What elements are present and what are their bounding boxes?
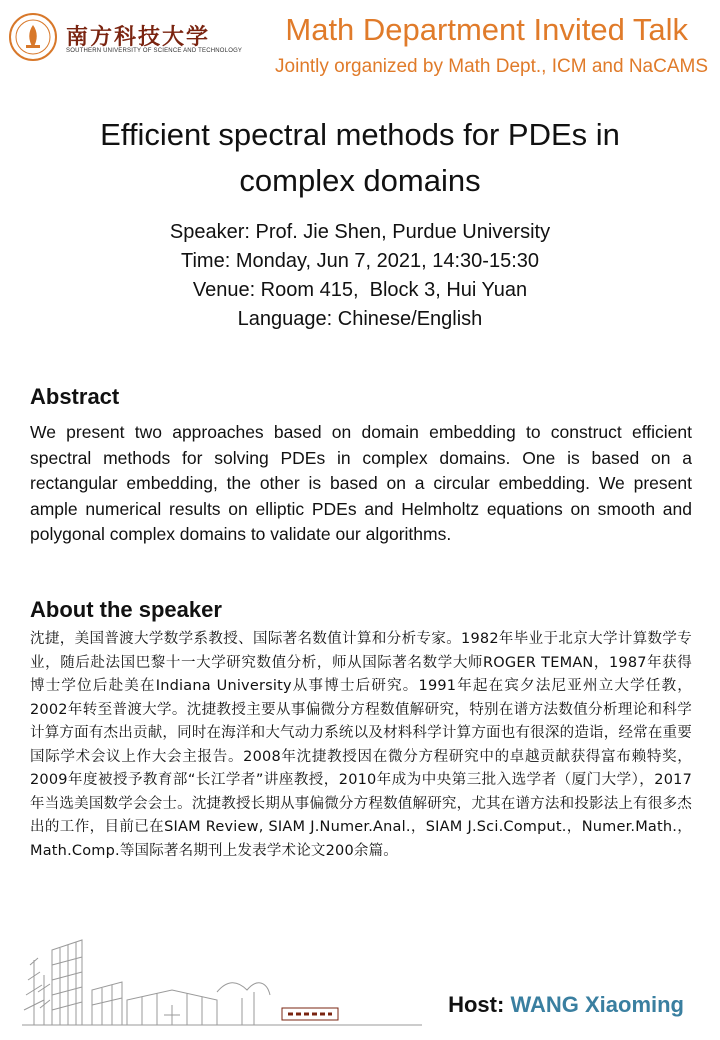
university-seal-icon [8,12,58,62]
host-line [448,992,684,1018]
talk-title [40,112,680,204]
speaker-line: Speaker: Prof. Jie Shen, Purdue University [169,221,551,243]
talk-title-line-2: complex domains [239,163,481,198]
speaker-heading: About the speaker [30,597,222,622]
talk-info [40,218,680,334]
host-label: Host: [448,992,511,1017]
department-subtitle: Jointly organized by Math Dept., ICM and NaCAMS [275,56,708,77]
abstract-text: We present two approaches based on domain embedding to construct efficient spectral methods for solving PDEs in complex domains. One is based on a rectangular embedding, the other is based on a circular embedding. We present ample numerical results on elliptic PDEs and Helmholtz equations on smooth and polygonal complex domains to validate our algorithms. [30,422,692,544]
host-name: WANG Xiaoming [510,992,684,1017]
header [0,0,720,90]
logo-english-name: SOUTHERN UNIVERSITY OF SCIENCE AND TECHNOLOGY [66,48,243,54]
abstract-heading: Abstract [30,384,120,409]
talk-title-line-1: Efficient spectral methods for PDEs in [100,117,620,152]
time-line: Time: Monday, Jun 7, 2021, 14:30-15:30 [181,250,539,272]
department-title: Math Department Invited Talk [285,12,688,47]
language-line: Language: Chinese/English [237,308,483,330]
speaker-bio-text: 沈捷，美国普渡大学数学系教授、国际著名数值计算和分析专家。1982年毕业于北京大学计算数学专业，随后赴法国巴黎十一大学研究数值分析，师从国际著名数学大师ROGER TEMAN，1987年获得博士学位后赴美在Indiana University从事博士后研究。1991年起在宾夕法尼亚州立大学任教，2002年转至普渡大学。沈捷教授主要从事偏微分方程数值解研究，特别在谱方法数值分析理论和科学计算方面有杰出贡献，同时在海洋和大气动力系统以及材料科学计算方面也有很深的造诣，经常在重要国际学术会议上作大会主报告。2008年沈捷教授因在微分方程研究中的卓越贡献获得富布赖特奖，2009年度被授予教育部“长江学者”讲座教授，2010年成为中央第三批入选学者（厦门大学），2017年当选美国数学会会士。沈捷教授长期从事偏微分方程数值解研究，尤其在谱方法和投影法上有很多杰出的工作，目前已在SIAM Review, SIAM J.Numer.Anal.，SIAM J.Sci.Comput.，Numer.Math.，Math.Comp.等国际著名期刊上发表学术论文200余篇。 [30,631,692,859]
footer-logo-stamp-icon [282,1008,338,1020]
campus-sketch-illustration [22,920,422,1030]
venue-line: Venue: Room 415, Block 3, Hui Yuan [192,279,528,301]
logo-chinese-name: 南方科技大学 [66,24,211,50]
university-logo [8,12,243,62]
